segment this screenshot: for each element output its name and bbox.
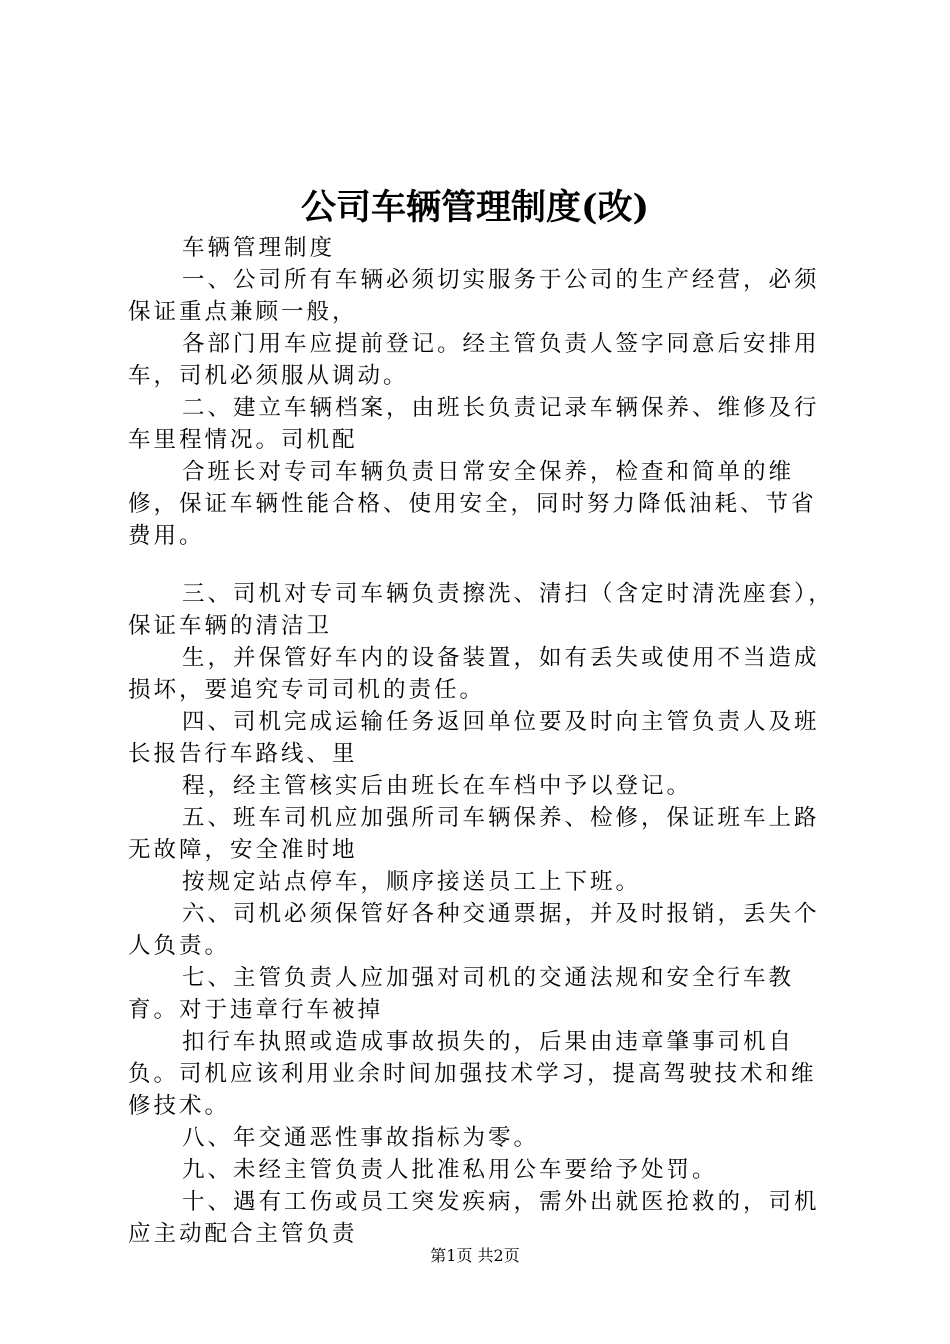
paragraph-1: 一、公司所有车辆必须切实服务于公司的生产经营，必须保证重点兼顾一般， <box>128 267 820 325</box>
paragraph-9: 五、班车司机应加强所司车辆保养、检修，保证班车上路无故障，安全准时地 <box>128 805 820 863</box>
document-title: 公司车辆管理制度(改) <box>300 187 650 228</box>
paragraph-16: 十、遇有工伤或员工突发疾病，需外出就医抢救的，司机应主动配合主管负责 <box>128 1189 820 1247</box>
paragraph-3: 二、建立车辆档案，由班长负责记录车辆保养、维修及行车里程情况。司机配 <box>128 395 820 453</box>
paragraph-5: 三、司机对专司车辆负责擦洗、清扫（含定时清洗座套），保证车辆的清洁卫 <box>128 581 834 639</box>
paragraph-13: 扣行车执照或造成事故损失的，后果由违章肇事司机自负。司机应该利用业余时间加强技术学习，提高驾驶技术和维修技术。 <box>128 1029 817 1119</box>
page-number-footer: 第1页 共2页 <box>430 1246 520 1265</box>
paragraph-11: 六、司机必须保管好各种交通票据，并及时报销，丢失个人负责。 <box>128 901 820 959</box>
paragraph-2: 各部门用车应提前登记。经主管负责人签字同意后安排用车，司机必须服从调动。 <box>128 331 820 389</box>
paragraph-7: 四、司机完成运输任务返回单位要及时向主管负责人及班长报告行车路线、里 <box>128 709 820 767</box>
paragraph-4: 合班长对专司车辆负责日常安全保养，检查和简单的维修，保证车辆性能合格、使用安全，同时努力降低油耗、节省费用。 <box>128 459 817 549</box>
paragraph-15: 九、未经主管负责人批准私用公车要给予处罚。 <box>182 1157 718 1183</box>
paragraph-10: 按规定站点停车，顺序接送员工上下班。 <box>182 869 642 895</box>
paragraph-6: 生，并保管好车内的设备装置，如有丢失或使用不当造成损坏，要追究专司司机的责任。 <box>128 645 820 703</box>
paragraph-12: 七、主管负责人应加强对司机的交通法规和安全行车教育。对于违章行车被掉 <box>128 965 795 1023</box>
paragraph-heading: 车辆管理制度 <box>182 235 336 261</box>
paragraph-8: 程，经主管核实后由班长在车档中予以登记。 <box>182 773 693 799</box>
document-body <box>128 232 838 1250</box>
paragraph-14: 八、年交通恶性事故指标为零。 <box>182 1125 540 1151</box>
